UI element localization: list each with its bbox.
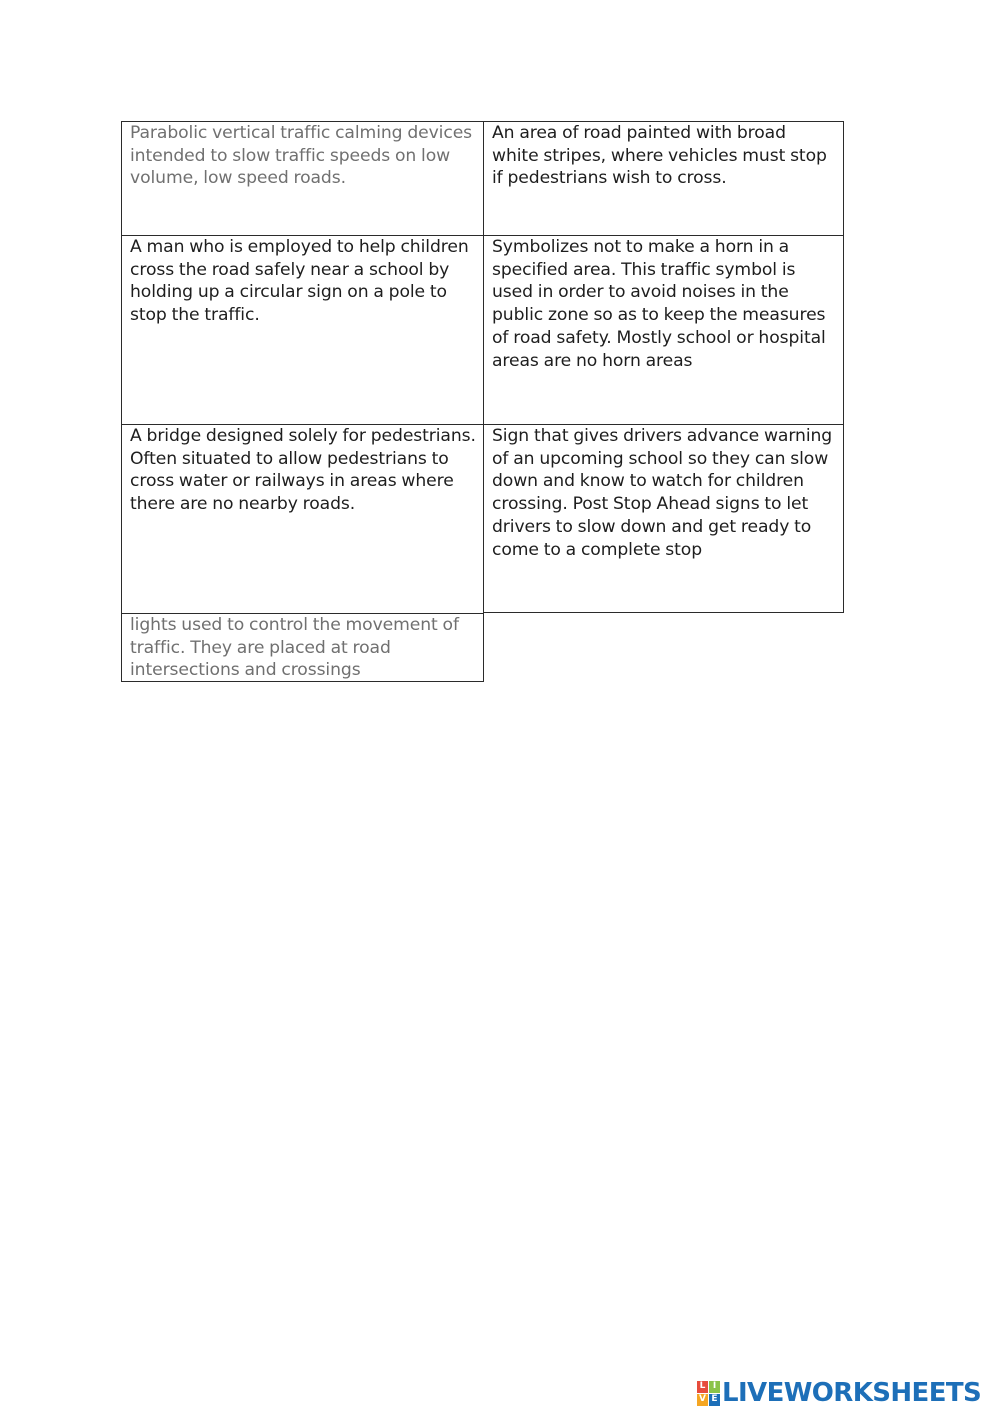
definition-card: Parabolic vertical traffic calming devices intended to slow traffic speeds on low volume, low speed roads.	[121, 121, 484, 236]
logo-mark-icon	[697, 1381, 720, 1406]
logo-mark-letter: L	[697, 1381, 708, 1393]
definition-card: Symbolizes not to make a horn in a specified area. This traffic symbol is used in order to avoid noises in the public zone so as to keep the measures of road safety. Mostly school or hospital areas are no horn areas	[483, 235, 844, 425]
definition-card: Sign that gives drivers advance warning of an upcoming school so they can slow down and know to watch for children crossing. Post Stop Ahead signs to let drivers to slow down and get ready to come to a complete stop	[483, 424, 844, 613]
logo-mark-letter: I	[709, 1381, 720, 1393]
logo-text: LIVEWORKSHEETS	[722, 1378, 982, 1408]
definition-card: lights used to control the movement of traffic. They are placed at road intersections and crossings	[121, 613, 484, 682]
definition-card: An area of road painted with broad white stripes, where vehicles must stop if pedestrians wish to cross.	[483, 121, 844, 236]
liveworksheets-logo	[697, 1377, 981, 1409]
definition-card: A man who is employed to help children cross the road safely near a school by holding up a circular sign on a pole to stop the traffic.	[121, 235, 484, 425]
logo-mark-letter: E	[709, 1394, 720, 1406]
logo-mark-letter: V	[697, 1394, 708, 1406]
definition-card: A bridge designed solely for pedestrians. Often situated to allow pedestrians to cross water or railways in areas where there are no nearby roads.	[121, 424, 484, 614]
